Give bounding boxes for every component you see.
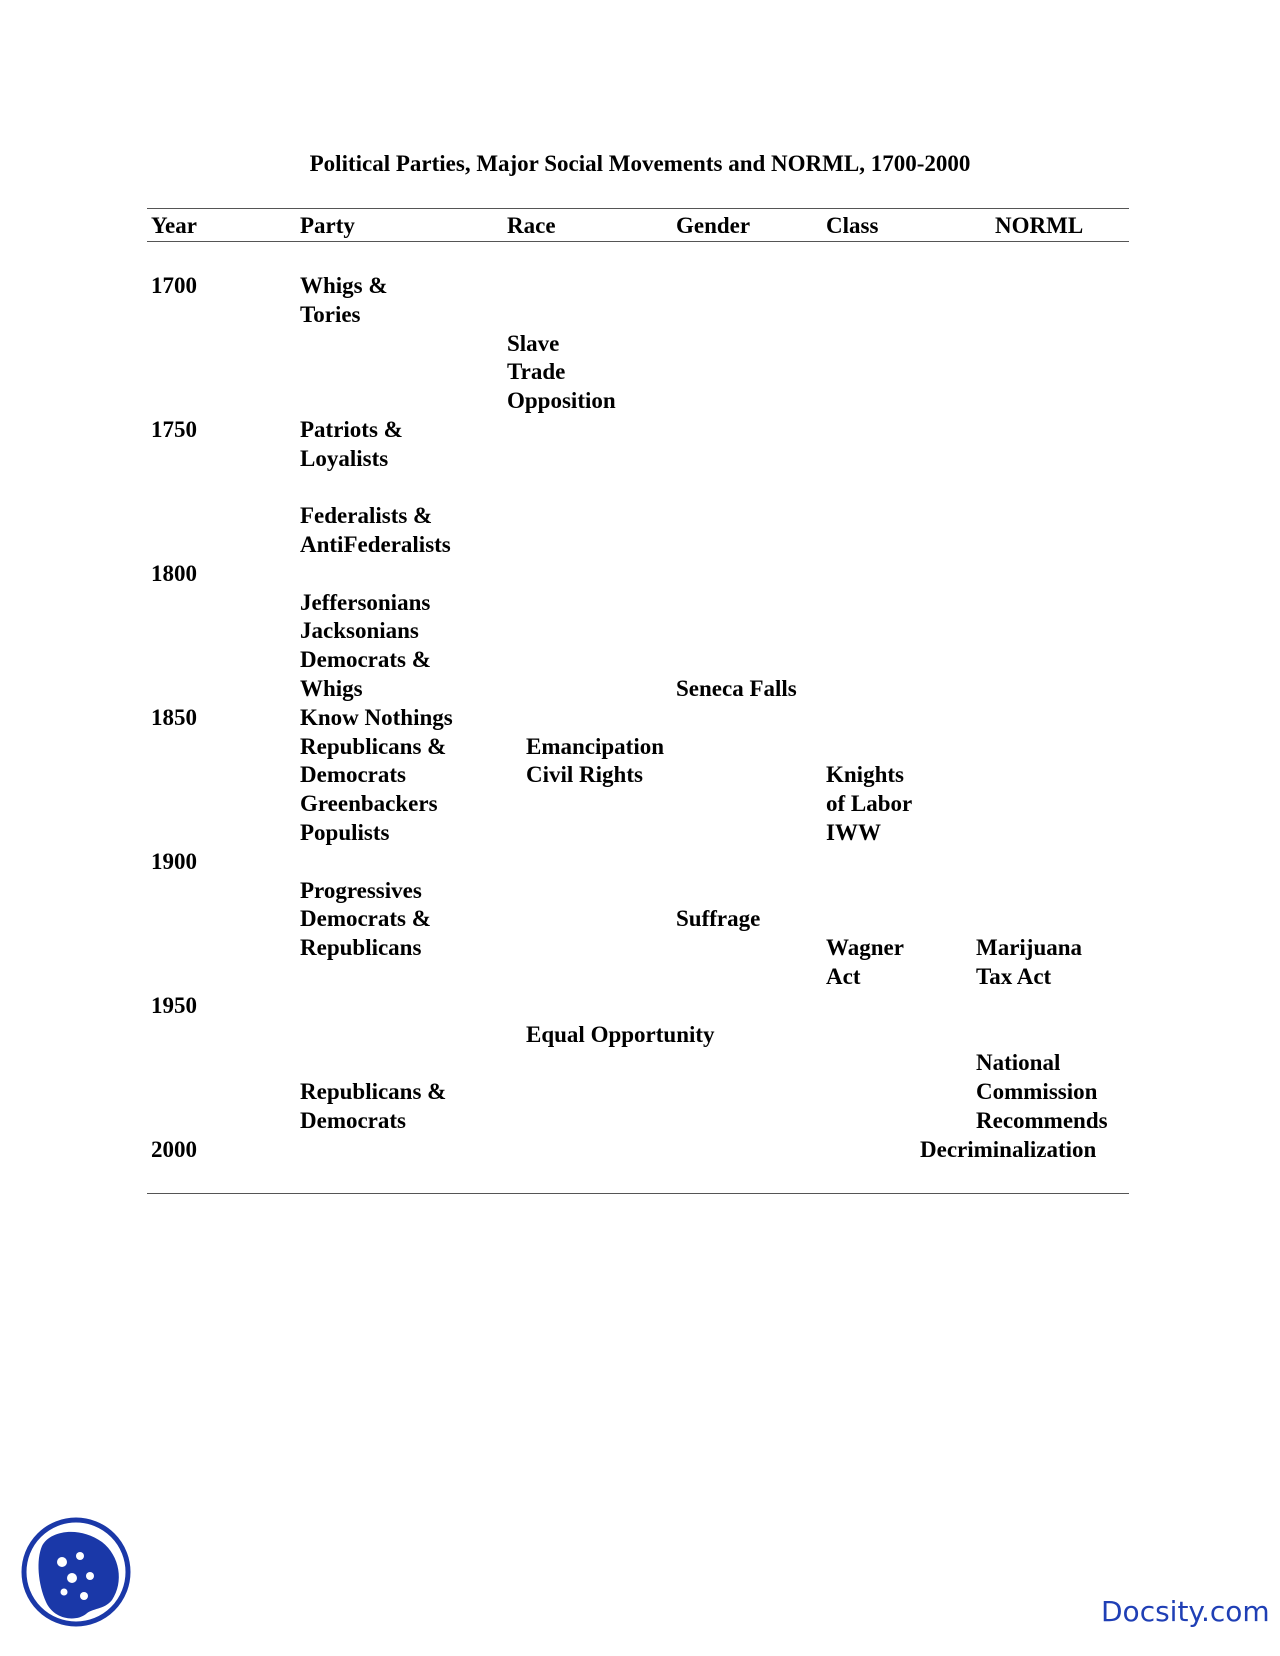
table-header-rule [147, 241, 1129, 242]
year-label: 1850 [151, 705, 197, 730]
party-entry: Progressives [300, 878, 422, 903]
party-entry: Democrats [300, 1108, 407, 1133]
race-entry: Civil Rights [526, 762, 643, 787]
race-entry: Slave [507, 331, 560, 356]
header-gender: Gender [676, 213, 751, 238]
party-entry: Tories [300, 302, 361, 327]
year-label: 1950 [151, 993, 197, 1018]
docsity-logo-icon [20, 1516, 132, 1628]
norml-entry: Tax Act [976, 964, 1052, 989]
norml-entry: Decriminalization [920, 1137, 1097, 1162]
docsity-brand-text: Docsity.com [1101, 1595, 1270, 1628]
year-label: 1800 [151, 561, 197, 586]
party-entry: Jacksonians [300, 618, 419, 643]
party-entry: Whigs & [300, 273, 388, 298]
header-norml: NORML [995, 213, 1084, 238]
header-year: Year [151, 213, 197, 238]
race-entry: Opposition [507, 388, 616, 413]
norml-entry: Commission [976, 1079, 1098, 1104]
party-entry: Greenbackers [300, 791, 438, 816]
race-entry: Trade [507, 359, 566, 384]
table-top-rule [147, 208, 1129, 209]
norml-entry: Recommends [976, 1108, 1108, 1133]
year-label: 1750 [151, 417, 197, 442]
party-entry: Patriots & [300, 417, 403, 442]
party-entry: Democrats & [300, 647, 431, 672]
header-party: Party [300, 213, 355, 238]
party-entry: Republicans & [300, 734, 447, 759]
class-entry: Act [826, 964, 861, 989]
header-class: Class [826, 213, 879, 238]
class-entry: IWW [826, 820, 881, 845]
class-entry: Knights [826, 762, 904, 787]
year-label: 1900 [151, 849, 197, 874]
year-label: 1700 [151, 273, 197, 298]
race-entry: Emancipation [526, 734, 665, 759]
party-entry: Loyalists [300, 446, 389, 471]
party-entry: Populists [300, 820, 390, 845]
race-entry: Equal Opportunity [526, 1022, 715, 1047]
party-entry: Democrats [300, 762, 407, 787]
party-entry: AntiFederalists [300, 532, 451, 557]
class-entry: of Labor [826, 791, 913, 816]
party-entry: Whigs [300, 676, 363, 701]
norml-entry: Marijuana [976, 935, 1083, 960]
party-entry: Jeffersonians [300, 590, 431, 615]
table-bottom-rule [147, 1193, 1129, 1194]
party-entry: Democrats & [300, 906, 431, 931]
year-label: 2000 [151, 1137, 197, 1162]
party-entry: Federalists & [300, 503, 433, 528]
party-entry: Republicans & [300, 1079, 447, 1104]
header-race: Race [507, 213, 556, 238]
party-entry: Republicans [300, 935, 422, 960]
class-entry: Wagner [826, 935, 904, 960]
page-title: Political Parties, Major Social Movements and NORML, 1700-2000 [309, 151, 971, 176]
gender-entry: Suffrage [676, 906, 761, 931]
party-entry: Know Nothings [300, 705, 453, 730]
gender-entry: Seneca Falls [676, 676, 797, 701]
norml-entry: National [976, 1050, 1061, 1075]
